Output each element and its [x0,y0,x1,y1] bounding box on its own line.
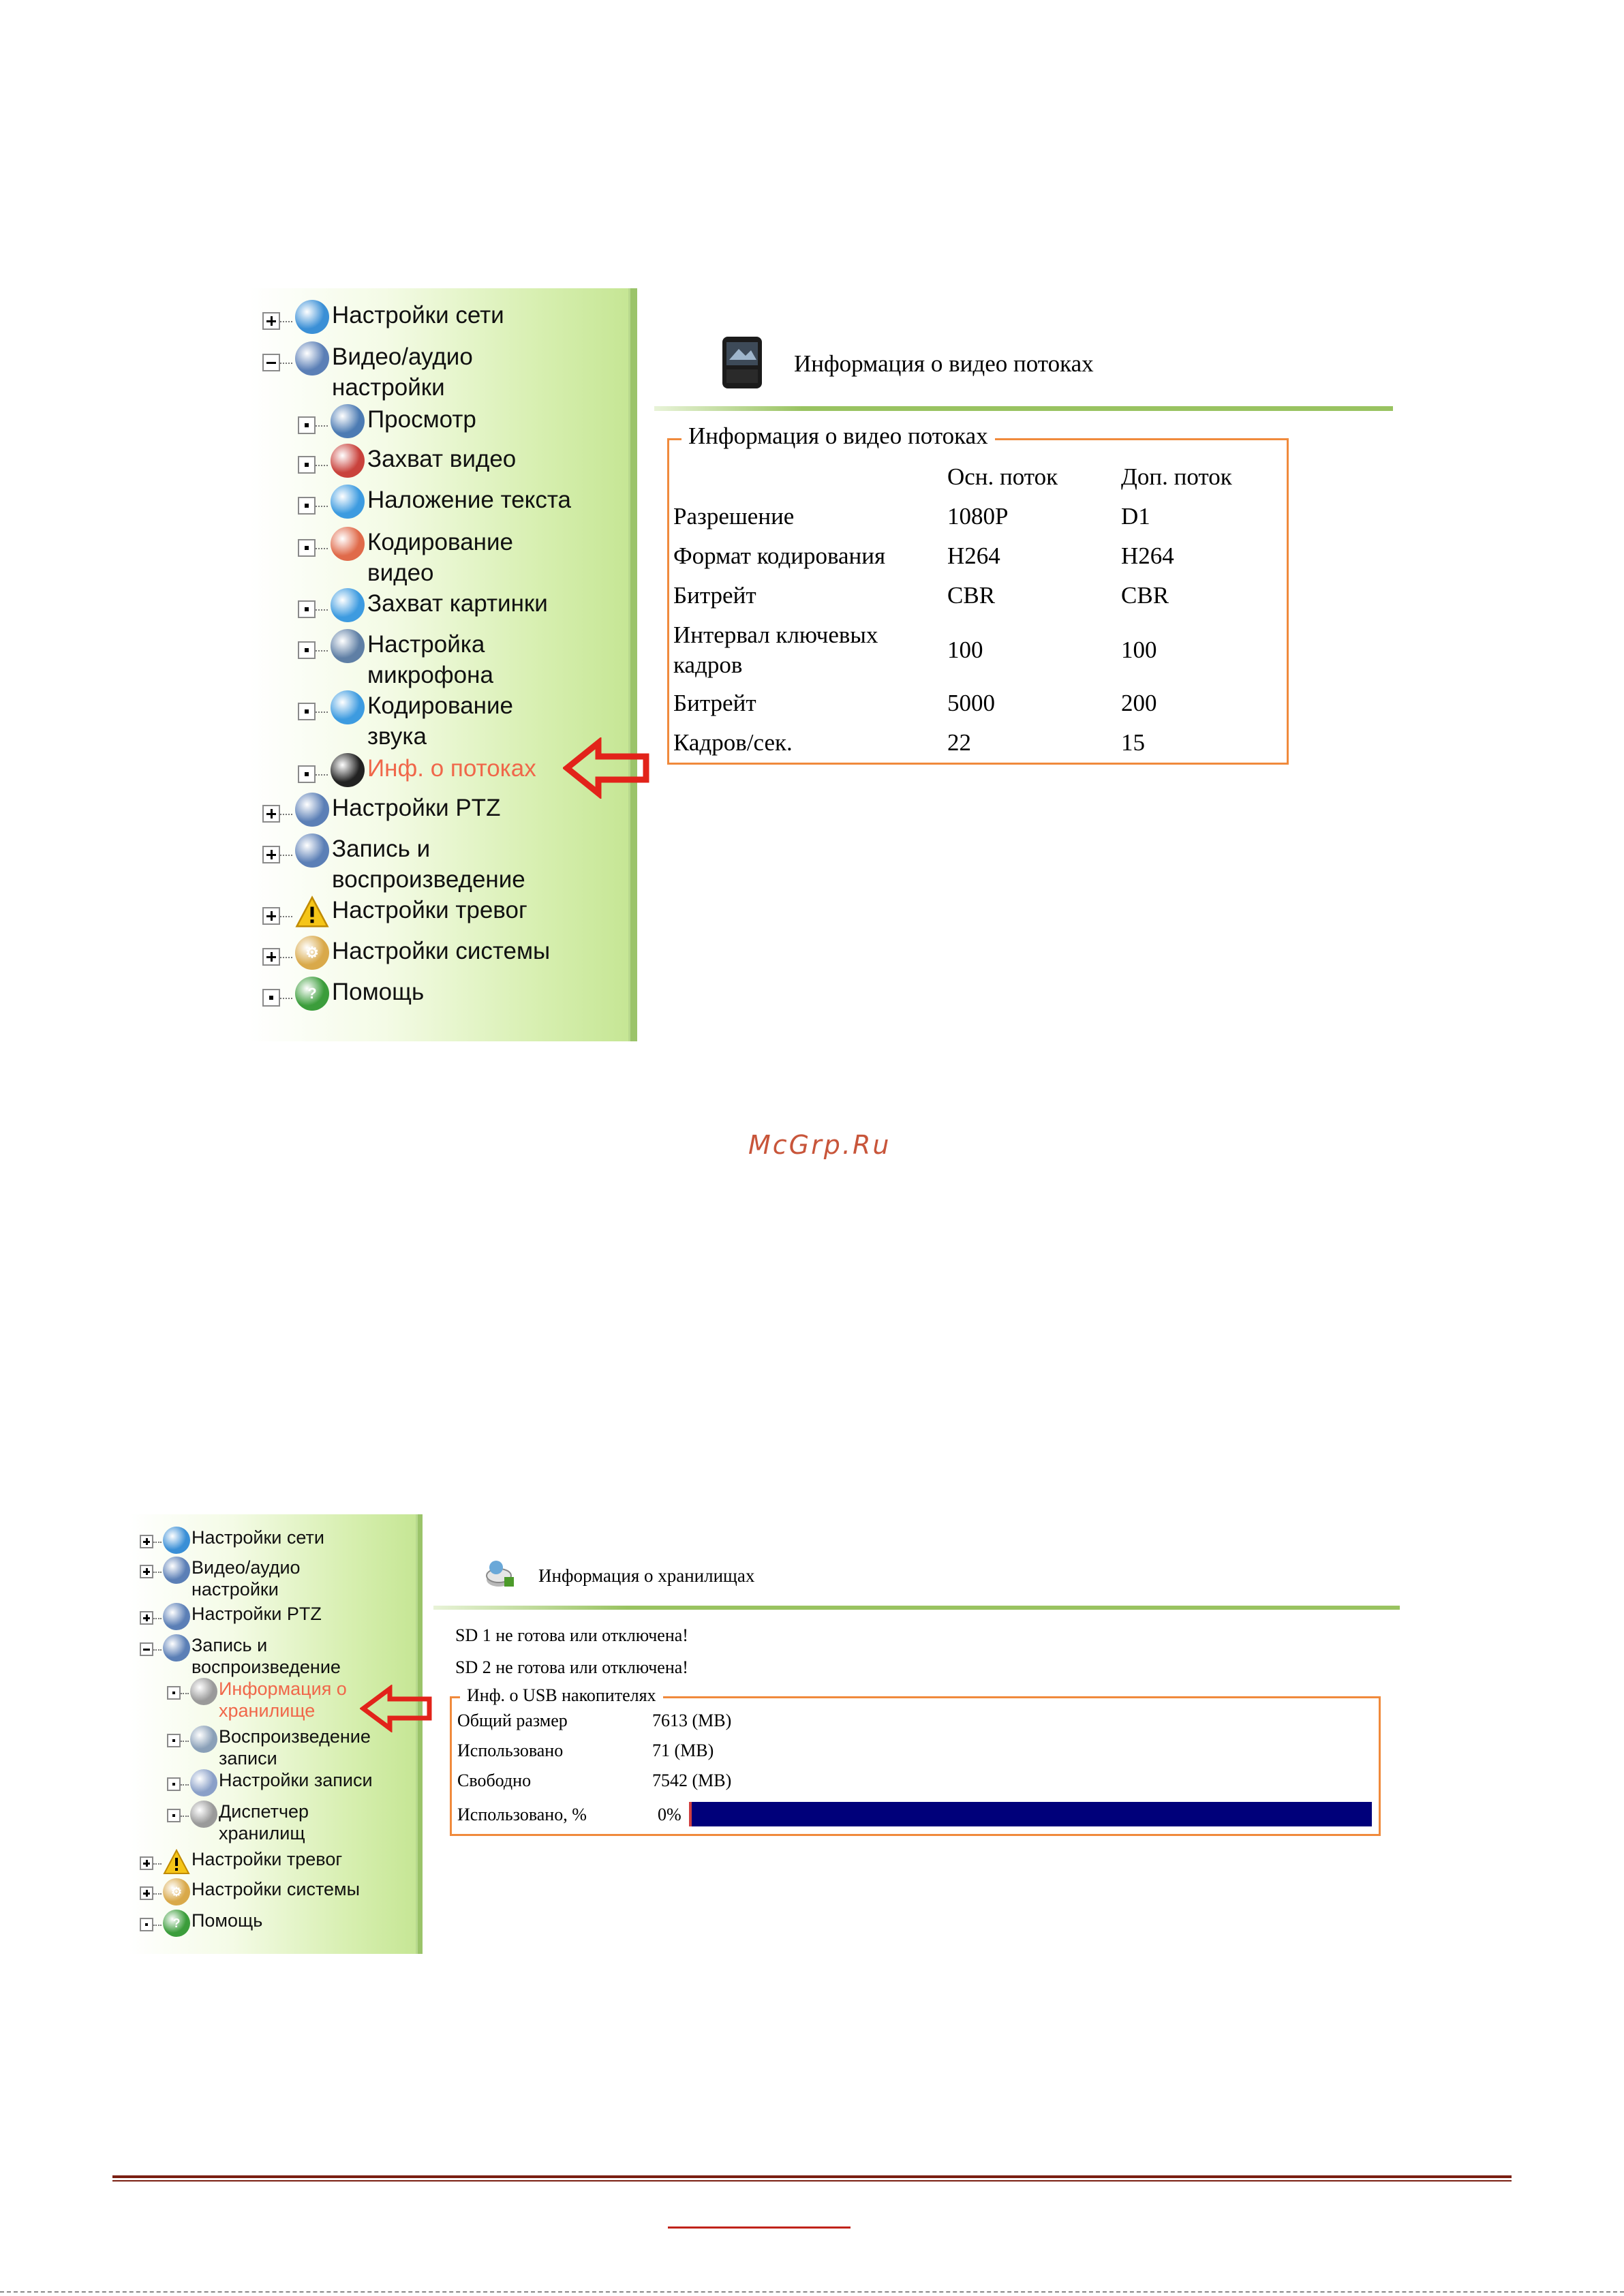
tree-item-label-line: Воспроизведение [219,1726,371,1747]
tree-item[interactable] [140,1878,360,1905]
tree-item[interactable] [140,1557,301,1600]
video-audio-icon [295,341,329,376]
tree-connector [316,711,328,713]
system-icon: ⚙ [163,1878,190,1905]
record-settings-icon [190,1769,217,1796]
tree-item-label-line: микрофона [367,662,493,688]
row-label: Разрешение [673,503,795,530]
tree-item[interactable] [298,690,513,752]
expand-icon[interactable] [262,907,280,925]
tree-connector [280,321,292,322]
tree-connector [280,998,292,999]
column-header-sub: Доп. поток [1121,463,1232,490]
tree-item[interactable] [298,629,493,690]
tree-item[interactable] [298,753,536,787]
row-value-sub: 200 [1121,690,1157,716]
tree-item-label-line: Кодирование [367,529,513,555]
leaf-node-icon [298,539,316,557]
tree-item-label-line: записи [219,1748,277,1769]
tree-item[interactable] [140,1634,341,1678]
record-playback-icon [163,1634,190,1662]
footer-page-rule [668,2226,851,2229]
leaf-node-icon [298,765,316,783]
tree-item[interactable] [262,977,424,1011]
expand-icon[interactable] [140,1856,153,1870]
tree-connector [316,650,328,652]
row-label: Общий размер [457,1711,568,1730]
video-encoding-icon [331,527,365,561]
row-value: 7613 (MB) [652,1711,732,1730]
bottom-sidebar [129,1514,423,1954]
leaf-node-icon [298,497,316,515]
tree-item-label: Настройки тревог [191,1849,343,1869]
tree-item[interactable] [167,1769,373,1796]
tree-item[interactable] [140,1848,342,1876]
help-icon: ? [163,1910,190,1937]
leaf-node-icon [298,416,316,434]
tree-connector [280,855,292,856]
row-label: Кадров/сек. [673,729,793,756]
video-stream-groupbox [667,423,1289,765]
record-playback-icon [295,833,329,868]
tree-item-label [191,1557,301,1600]
tree-item[interactable] [262,341,473,403]
storage-info-icon [485,1559,515,1589]
tree-item-label: Просмотр [367,406,476,433]
alarm-icon [295,895,329,929]
leaf-node-icon [298,600,316,618]
tree-item[interactable] [262,300,504,334]
pointer-arrow-icon [563,737,652,799]
tree-item-label-line: Настройка [367,631,485,658]
tree-connector [316,548,328,549]
tree-item-label: Настройки тревог [332,897,527,923]
tree-item-label [367,629,493,690]
tree-item-label-line: видео [367,560,434,586]
column-header-main: Осн. поток [947,463,1058,490]
tree-item-label-line: Видео/аудио [332,343,473,370]
tree-item[interactable] [298,444,516,478]
footer-rule [112,2175,1512,2178]
tree-connector [153,1618,162,1619]
watermark: McGrp.Ru [748,1130,891,1160]
tree-item[interactable] [167,1801,309,1844]
row-value-sub: 15 [1121,729,1145,756]
tree-item-label-line: настройки [332,374,445,401]
row-label: Интервал ключевых [673,622,878,648]
help-icon: ? [295,977,329,1011]
microphone-icon [331,629,365,663]
tree-item[interactable] [262,793,500,827]
groupbox-title: Информация о видео потоках [681,423,995,450]
page-title: Информация о хранилищах [538,1565,755,1586]
tree-item-label [332,341,473,403]
tree-connector [153,1863,162,1865]
sidebar-splitter[interactable] [628,288,637,1041]
tree-item-label: Настройки системы [332,938,551,964]
ptz-icon [163,1603,190,1630]
tree-connector [181,1816,189,1817]
tree-item-label: Настройки сети [191,1527,324,1548]
snapshot-icon [331,588,365,622]
tree-item-label-line: Диспетчер [219,1801,309,1822]
video-capture-icon [331,444,365,478]
tree-item-label-line: Информация о [219,1679,347,1699]
tree-item-label: Настройки PTZ [191,1604,322,1624]
collapse-icon[interactable] [262,354,280,371]
tree-connector [280,916,292,917]
usage-percent-text: 0% [658,1805,681,1824]
leaf-node-icon [298,641,316,659]
row-value-sub: H264 [1121,542,1174,569]
row-value-sub: CBR [1121,582,1169,609]
stream-info-icon [721,333,763,393]
pointer-arrow-icon [360,1685,435,1732]
tree-item-label: Инф. о потоках [367,755,536,782]
tree-item[interactable] [262,936,550,970]
row-value-main: CBR [947,582,996,609]
expand-icon[interactable] [140,1611,153,1625]
row-label: кадров [673,652,743,678]
row-label: Свободно [457,1771,532,1790]
sidebar-splitter[interactable] [416,1514,423,1954]
tree-item-label: Захват картинки [367,590,548,617]
tree-item-label: Настройки сети [332,302,504,328]
tree-item[interactable] [167,1726,371,1769]
row-label: Битрейт [673,690,756,716]
view-icon [331,404,365,438]
tree-item[interactable] [298,485,571,519]
expand-icon[interactable] [140,1535,153,1548]
tree-connector [153,1572,162,1573]
tree-connector [316,465,328,466]
tree-connector [181,1741,189,1742]
row-value-main: 22 [947,729,971,756]
tree-connector [181,1693,189,1694]
row-value-main: 1080P [947,503,1009,530]
title-divider [433,1606,1400,1610]
leaf-node-icon [167,1686,181,1700]
ptz-icon [295,793,329,827]
tree-connector [280,957,292,958]
tree-item-label [367,527,513,588]
alarm-icon [163,1848,190,1876]
tree-item-label: Наложение текста [367,487,571,513]
network-icon [295,300,329,334]
tree-item[interactable] [140,1603,322,1630]
bottom-dashed-line [0,2291,1624,2293]
tree-item-label-line: воспроизведение [332,866,525,893]
tree-connector [153,1542,162,1543]
tree-connector [153,1649,162,1651]
playback-icon [190,1726,217,1753]
groupbox-title: Инф. о USB накопителях [460,1685,663,1706]
tree-item-label [219,1801,309,1844]
title-divider [654,406,1393,411]
tree-item[interactable] [262,895,527,929]
text-overlay-icon [331,485,365,519]
tree-item-label [219,1678,347,1721]
tree-item-label: Настройки записи [219,1770,373,1790]
tree-connector [181,1784,189,1786]
tree-item-label [332,833,525,895]
leaf-node-icon [167,1734,181,1747]
expand-icon[interactable] [262,948,280,966]
tree-item-label [191,1634,341,1678]
tree-item-label [367,690,513,752]
leaf-node-icon [140,1918,153,1931]
expand-icon[interactable] [262,805,280,823]
tree-connector [280,814,292,815]
storage-info-icon [190,1678,217,1705]
expand-icon[interactable] [140,1565,153,1578]
tree-item[interactable] [262,833,525,895]
expand-icon[interactable] [262,312,280,330]
system-icon: ⚙ [295,936,329,970]
row-label: Формат кодирования [673,542,886,569]
leaf-node-icon [298,456,316,474]
tree-item[interactable] [167,1678,347,1721]
tree-item-label: Настройки системы [191,1879,361,1899]
leaf-node-icon [167,1809,181,1822]
tree-connector [316,425,328,427]
tree-item-label-line: Запись и [332,836,431,862]
audio-encoding-icon [331,690,365,724]
row-value: 71 (MB) [652,1741,714,1760]
row-value-main: 100 [947,637,983,663]
tree-connector [153,1925,162,1926]
storage-manager-icon [190,1801,217,1828]
leaf-node-icon [167,1777,181,1791]
tree-item-label-line: настройки [191,1579,279,1599]
expand-icon[interactable] [140,1886,153,1900]
tree-item-label-line: хранилище [219,1700,316,1721]
tree-connector [153,1893,162,1895]
usage-progress-bar [689,1802,1372,1826]
tree-item-label: Помощь [332,979,425,1005]
row-label: Использовано [457,1741,564,1760]
tree-item[interactable] [140,1527,324,1554]
page-title: Информация о видео потоках [794,350,1094,377]
collapse-icon[interactable] [140,1642,153,1656]
tree-item-label-line: звука [367,723,427,750]
tree-item-label: Помощь [191,1910,263,1931]
leaf-node-icon [262,989,280,1007]
row-label: Битрейт [673,582,756,609]
tree-item[interactable] [298,404,476,438]
tree-connector [316,506,328,507]
tree-item[interactable] [298,527,513,588]
footer-rule [112,2180,1512,2182]
tree-item-label [219,1726,371,1769]
tree-item-label-line: Запись и [191,1635,268,1655]
tree-item-label-line: Кодирование [367,692,513,719]
tree-item-label: Захват видео [367,446,517,472]
row-value-sub: 100 [1121,637,1157,663]
sd-status-message: SD 1 не готова или отключена! [455,1625,688,1645]
row-value-sub: D1 [1121,503,1150,530]
tree-connector [316,774,328,776]
tree-item[interactable] [140,1910,262,1937]
tree-item-label-line: Видео/аудио [191,1557,301,1578]
tree-connector [316,609,328,611]
stream-info-icon [331,753,365,787]
top-sidebar [249,288,637,1041]
usage-label: Использовано, % [457,1805,587,1824]
expand-icon[interactable] [262,846,280,863]
tree-item-label-line: воспроизведение [191,1657,341,1677]
video-audio-icon [163,1557,190,1584]
tree-item-label-line: хранилищ [219,1823,305,1843]
row-value: 7542 (MB) [652,1771,732,1790]
row-value-main: H264 [947,542,1000,569]
leaf-node-icon [298,703,316,720]
row-value-main: 5000 [947,690,995,716]
tree-item[interactable] [298,588,548,622]
usb-storage-groupbox [450,1685,1381,1836]
tree-connector [280,363,292,364]
network-icon [163,1527,190,1554]
tree-item-label: Настройки PTZ [332,795,501,821]
sd-status-message: SD 2 не готова или отключена! [455,1657,688,1677]
